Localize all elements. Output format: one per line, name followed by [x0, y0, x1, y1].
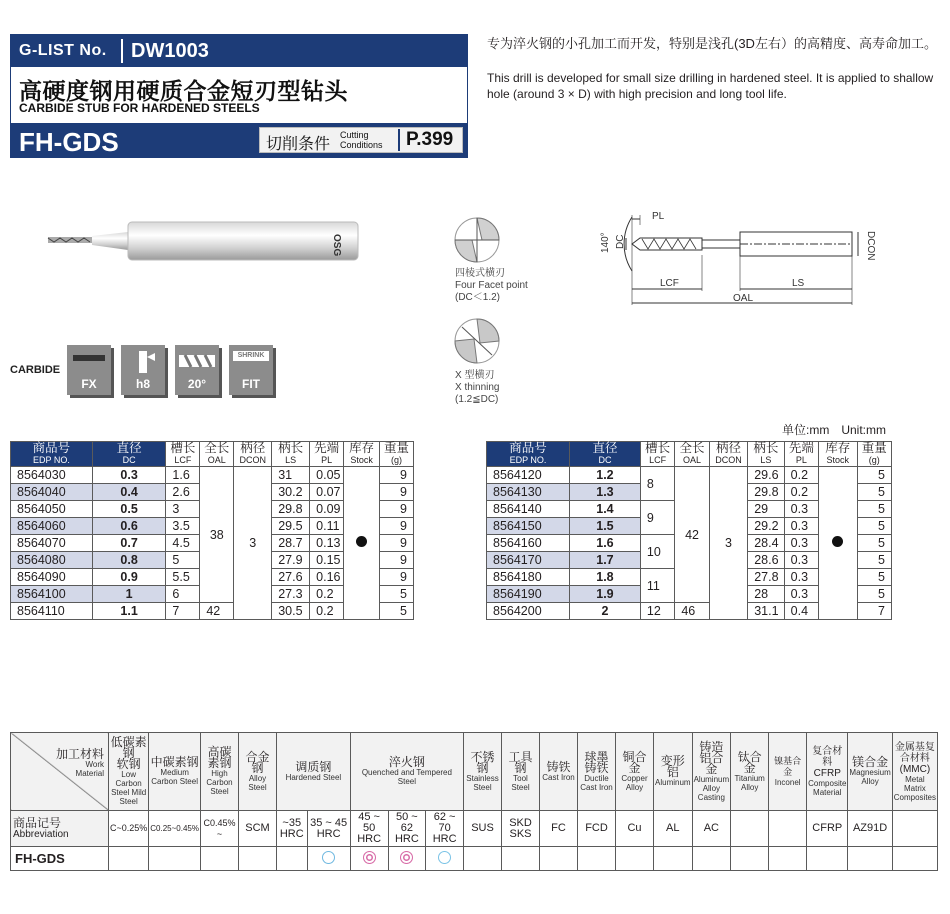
optimal-double-circle-icon: [400, 851, 413, 864]
table-row[interactable]: 8564100 1 6 27.3 0.2 5: [11, 586, 414, 603]
stock-indicator-icon: [356, 536, 367, 547]
col-oal: 全长 OAL: [200, 442, 234, 467]
col-pl: 先端 PL: [310, 442, 344, 467]
material-high-carbon: 高碳素钢 High Carbon Steel: [200, 733, 238, 811]
drill-shank: [128, 222, 358, 260]
table-row[interactable]: 8564130 1.3 29.8 0.2 5: [487, 484, 892, 501]
carbide-badge: CARBIDE: [10, 364, 61, 376]
material-magnesium: 镁合金 Magnesium Alloy: [848, 733, 892, 811]
material-stainless: 不锈钢 Stainless Steel: [464, 733, 502, 811]
col-ls: 柄长 LS: [272, 442, 310, 467]
optimal-double-circle-icon: [363, 851, 376, 864]
cutting-label-cn: 切削条件: [266, 136, 331, 153]
table-row[interactable]: 8564160 1.6 10 28.4 0.3 5: [487, 535, 892, 552]
col-edp: 商品号 EDP NO.: [487, 442, 570, 467]
description-chinese: 专为淬火钢的小孔加工而开发，特别是浅孔(3D左右）的高精度、高寿命加工。: [487, 36, 937, 51]
x-thinning-label: X 型横刃 X thinning (1.2≦DC): [455, 370, 500, 405]
suitability-hrc-62-70: [426, 847, 464, 871]
drill-photo: [44, 218, 364, 264]
suitable-circle-icon: [322, 851, 335, 864]
shrink-label: SHRINK: [233, 351, 269, 361]
material-aluminum: 变形铝 Aluminum: [654, 733, 693, 811]
table-row[interactable]: 8564110 1.1 7 42 30.5 0.2 5: [11, 603, 414, 620]
material-copper-alloy: 铜合金 Copper Alloy: [616, 733, 654, 811]
col-dcon: 柄径 DCON: [709, 442, 747, 467]
pl-label: PL: [652, 211, 665, 222]
cutting-label-en: Cutting Conditions: [340, 130, 383, 150]
table-row[interactable]: 8564170 1.7 28.6 0.3 5: [487, 552, 892, 569]
stock-indicator-icon: [832, 536, 843, 547]
table-row[interactable]: 8564060 0.6 3.5 29.5 0.11 9: [11, 518, 414, 535]
stock-cell: [344, 467, 380, 620]
col-dcon: 柄径 DCON: [234, 442, 272, 467]
catalog-code: DW1003: [121, 39, 209, 63]
page-reference: P.399: [398, 129, 453, 151]
table-row[interactable]: 8564120 1.2 8 42 3 29.6 0.2 5: [487, 467, 892, 484]
cutting-conditions-link[interactable]: [259, 127, 463, 153]
dcon-cell: 3: [234, 467, 272, 620]
table-row[interactable]: 8564040 0.4 2.6 30.2 0.07 9: [11, 484, 414, 501]
table-row[interactable]: 8564070 0.7 4.5 28.7 0.13 9: [11, 535, 414, 552]
tolerance-icon: [121, 347, 165, 377]
material-alloy-steel: 合金钢 Alloy Steel: [238, 733, 276, 811]
abbr-hrc-62-70: 62 ~ 70 HRC: [426, 811, 464, 847]
col-weight: 重量 (g): [380, 442, 414, 467]
material-corner-header: 加工材料 Work Material: [11, 733, 109, 811]
header-bottom-bar: [11, 123, 467, 157]
material-quenched-steel: 淬火钢 Quenched and Tempered Steel: [350, 733, 463, 811]
abbr-hrc-35: ~35 HRC: [276, 811, 307, 847]
table-row[interactable]: 8564050 0.5 3 29.8 0.09 9: [11, 501, 414, 518]
table-row[interactable]: 8564090 0.9 5.5 27.6 0.16 9: [11, 569, 414, 586]
fx-badge: FX: [67, 345, 111, 395]
shank-logo: OSG: [331, 234, 342, 257]
abbreviation-row-header: 商品记号 Abbreviation: [11, 811, 109, 847]
header-top-bar: [11, 35, 467, 67]
dcon-cell: 3: [709, 467, 747, 620]
dcon-label: DCON: [865, 231, 876, 261]
table-row[interactable]: 8564200 2 12 46 31.1 0.4 7: [487, 603, 892, 620]
table-row[interactable]: 8564190 1.9 28 0.3 5: [487, 586, 892, 603]
h8-tolerance-badge: h8: [121, 345, 165, 395]
description-english: This drill is developed for small size drilling in hardened steel. It is applied to shallow hole (around 3 × D) with high precision and long tool life.: [487, 71, 934, 101]
product-name: FH-GDS: [19, 127, 119, 157]
col-edp: 商品号 EDP NO.: [11, 442, 93, 467]
col-dc: 直径 DC: [92, 442, 166, 467]
four-facet-point-diagram: [452, 214, 502, 266]
material-mmc: 金属基复 合材料 (MMC) Metal Matrix Composites: [892, 733, 937, 811]
four-facet-label: 四棱式横刃 Four Facet point (DC＜1.2): [455, 268, 528, 303]
material-cast-iron: 铸铁 Cast Iron: [540, 733, 578, 811]
table-row[interactable]: 8564180 1.8 11 27.8 0.3 5: [487, 569, 892, 586]
col-stock: 库存 Stock: [344, 442, 380, 467]
material-low-carbon: 低碳素钢 软钢 Low Carbon Steel Mild Steel: [109, 733, 149, 811]
suitability-hrc-35-45: [307, 847, 350, 871]
col-ls: 柄长 LS: [748, 442, 784, 467]
suitability-hrc-50-62: [388, 847, 426, 871]
col-stock: 库存 Stock: [819, 442, 857, 467]
material-hardened-steel: 调质钢 Hardened Steel: [276, 733, 350, 811]
ls-label: LS: [792, 278, 805, 289]
abbr-hrc-45-50: 45 ~ 50 HRC: [350, 811, 388, 847]
col-oal: 全长 OAL: [675, 442, 709, 467]
material-cfrp: 复合材料 CFRP Composite Material: [807, 733, 848, 811]
drill-neck: [92, 232, 128, 250]
col-lcf: 槽长 LCF: [166, 442, 200, 467]
title-chinese: 高硬度钢用硬质合金短刃型钻头: [19, 78, 348, 104]
material-tool-steel: 工具钢 Tool Steel: [502, 733, 540, 811]
helix-angle-badge: 20°: [175, 345, 219, 395]
table-row[interactable]: 8564140 1.4 9 29 0.3 5: [487, 501, 892, 518]
table-row[interactable]: 8564080 0.8 5 27.9 0.15 9: [11, 552, 414, 569]
stock-cell: [819, 467, 857, 620]
suitability-hrc-45-50: [350, 847, 388, 871]
material-aluminum-casting: 铸造 铝合金 Aluminum Alloy Casting: [692, 733, 731, 811]
helix-icon: [175, 349, 219, 375]
lcf-label: LCF: [660, 278, 679, 289]
suitable-circle-icon: [438, 851, 451, 864]
work-material-table: 加工材料 Work Material 低碳素钢 软钢 Low Carbon Steel Mild Steel 中碳素钢 Medium Carbon Steel 高碳素钢 High Carbon Steel 合金钢 Alloy Steel 调质钢 Hardened Steel 淬火钢 Quenched and Tempered Steel 不锈钢 Stainless Steel 工具钢 Tool Steel 铸铁 Cast Iron 球墨 铸铁 Ductile Cast Iron 铜合金 Copper Alloy 变形铝 Aluminum 铸造 铝合金 Aluminum Alloy Casting 钛合金 Titanium Alloy 镍基合金 Inconel 复合材料 CFRP Composite Material 镁合金 Magnesium Alloy 金属基复 合材料 (MMC) Metal Matrix Composites 商品记号 Abbreviation C~0.25% C0.25~0.45% C0.45% ~ SCM ~35 HRC 35 ~ 45 HRC 45 ~ 50 HRC 50 ~ 62 HRC 62 ~ 70 HRC SUS SKD SKS FC FCD Cu AL AC CFRP AZ91D FH-GDS: [10, 732, 938, 871]
col-dc: 直径 DC: [570, 442, 641, 467]
material-inconel: 镍基合金 Inconel: [769, 733, 807, 811]
abbr-tool-steel: SKD SKS: [502, 811, 540, 847]
col-pl: 先端 PL: [784, 442, 818, 467]
spec-table-left: [10, 441, 414, 620]
table-row[interactable]: 8564030 0.3 1.6 38 3 31 0.05 9: [11, 467, 414, 484]
spec-table-right: [486, 441, 892, 620]
material-ductile-iron: 球墨 铸铁 Ductile Cast Iron: [578, 733, 616, 811]
oal-cell: 42: [675, 467, 709, 603]
col-weight: 重量 (g): [857, 442, 891, 467]
x-thinning-point-diagram: [452, 315, 502, 367]
glist-label: G-LIST No.: [19, 42, 107, 59]
product-row-header: FH-GDS: [11, 847, 109, 871]
material-titanium: 钛合金 Titanium Alloy: [731, 733, 769, 811]
dc-label: DC: [615, 234, 626, 249]
title-english: CARBIDE STUB FOR HARDENED STEELS: [19, 101, 260, 115]
material-medium-carbon: 中碳素钢 Medium Carbon Steel: [149, 733, 201, 811]
unit-label: 单位:mm Unit:mm: [782, 423, 886, 437]
shrink-fit-badge: SHRINK FIT: [229, 345, 273, 395]
col-lcf: 槽长 LCF: [640, 442, 674, 467]
point-angle-label: 140°: [600, 232, 611, 253]
oal-label: OAL: [733, 293, 754, 304]
oal-cell: 38: [200, 467, 234, 603]
table-row[interactable]: 8564150 1.5 29.2 0.3 5: [487, 518, 892, 535]
abbr-hrc-50-62: 50 ~ 62 HRC: [388, 811, 426, 847]
header-block: [10, 34, 468, 158]
abbr-hrc-35-45: 35 ~ 45 HRC: [307, 811, 350, 847]
drill-technical-drawing: [590, 205, 890, 315]
